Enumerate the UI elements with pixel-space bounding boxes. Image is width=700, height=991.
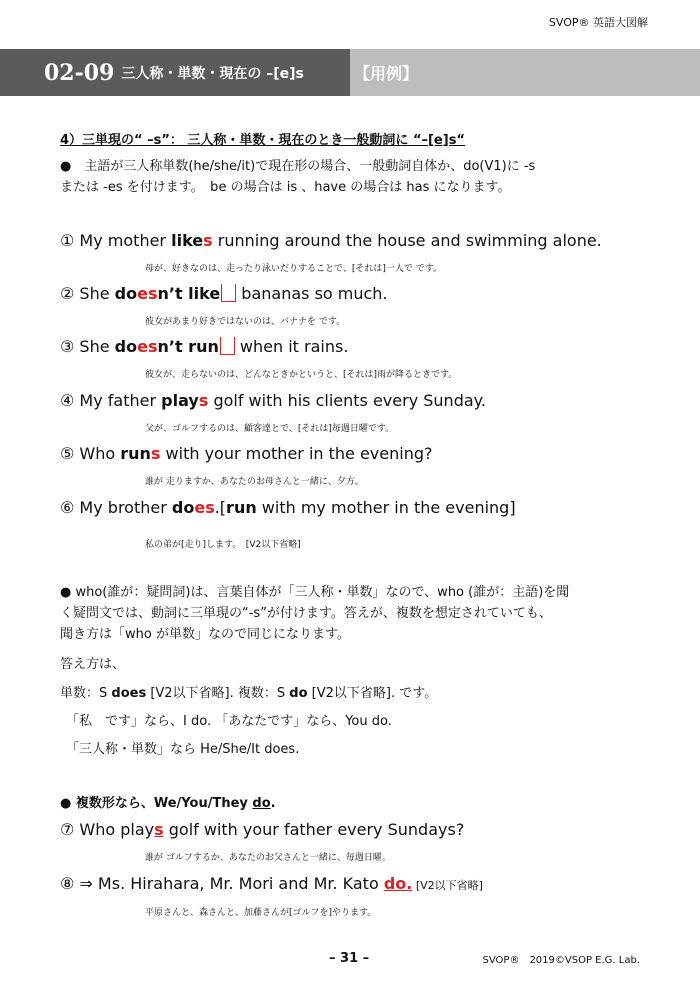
subsection-heading: 4）三単現の“ –s”： 三人称・単数・現在のとき一般動詞に “–[e]s“ xyxy=(60,133,465,148)
example-5: ⑤ Who runs with your mother in the evening? xyxy=(60,444,433,463)
banner-label-block xyxy=(350,49,700,96)
example-2-translation: 彼女があまり好きではないのは、バナナを です。 xyxy=(145,317,346,327)
example-1-translation: 母が、好きなのは、走ったり泳いだりすることで、[それは]一人で です。 xyxy=(145,264,442,274)
answer-forms: 単数：S does [V2以下省略]. 複数：S do [V2以下省略]. です。 xyxy=(60,686,438,701)
page-number: – 31 – xyxy=(329,951,370,966)
example-1: ① My mother likes running around the house and swimming alone. xyxy=(60,231,602,250)
who-explanation-3: 聞き方は「who が単数」なので同じになります。 xyxy=(60,627,350,642)
plural-note: ● 複数形なら、We/You/They do. xyxy=(60,796,276,811)
example-7: ⑦ Who plays golf with your father every Sundays? xyxy=(60,820,465,839)
example-3: ③ She doesn’t run when it rains. xyxy=(60,337,349,356)
brand-header: SVOP® 英語大図解 xyxy=(548,16,648,29)
section-title: 三人称・単数・現在の –[e]s xyxy=(121,65,304,82)
example-6-translation: 私の弟が[走り]します。 [V2以下省略] xyxy=(145,540,301,550)
example-5-translation: 誰が 走りますか、あなたのお母さんと一緒に、夕方。 xyxy=(145,477,364,487)
omitted-s-bracket xyxy=(221,284,236,302)
intro-line-1: ● 主語が三人称単数(he/she/it)で現在形の場合、一般動詞自体か、do(V1)に -s xyxy=(60,159,536,174)
example-8-translation: 平原さんと、森さんと、加藤さんが[ゴルフを]やります。 xyxy=(145,908,377,918)
who-explanation-1: ● who(誰が：疑問詞)は、言葉自体が「三人称・単数」なので、who (誰が：主語)を聞 xyxy=(60,585,570,600)
answer-example-1: 「私 です」なら、I do. 「あなたです」なら、You do. xyxy=(66,714,392,729)
section-code: 02-09 xyxy=(44,59,115,86)
omitted-s-bracket xyxy=(220,337,235,355)
banner-title-block xyxy=(0,49,350,96)
who-explanation-2: く疑問文では、動詞に三単現の“-s”が付けます。答えが、複数を想定されていても、 xyxy=(60,606,552,621)
answer-example-2: 「三人称・単数」なら He/She/It does. xyxy=(66,742,300,757)
example-4: ④ My father plays golf with his clients every Sunday. xyxy=(60,391,486,410)
example-4-translation: 父が、ゴルフするのは、顧客達とで、[それは]毎週日曜です。 xyxy=(145,424,395,434)
example-7-translation: 誰が ゴルフするか、あなたのお父さんと一緒に、毎週日曜。 xyxy=(145,853,391,863)
example-6: ⑥ My brother does.[run with my mother in the evening] xyxy=(60,498,516,517)
example-3-translation: 彼女が、走らないのは、どんなときかというと、[それは]雨が降るときです。 xyxy=(145,370,458,380)
example-8: ⑧ ⇒ Ms. Hirahara, Mr. Mori and Mr. Kato do. [V2以下省略] xyxy=(60,874,483,893)
example-2: ② She doesn’t like bananas so much. xyxy=(60,284,388,303)
answer-label: 答え方は、 xyxy=(60,657,126,672)
section-label: 【用例】 xyxy=(354,64,419,83)
copyright: SVOP® 2019©VSOP E.G. Lab. xyxy=(482,955,640,966)
intro-line-2: または -es を付けます。 be の場合は is 、have の場合は has になります。 xyxy=(60,180,511,195)
section-banner xyxy=(0,49,700,96)
